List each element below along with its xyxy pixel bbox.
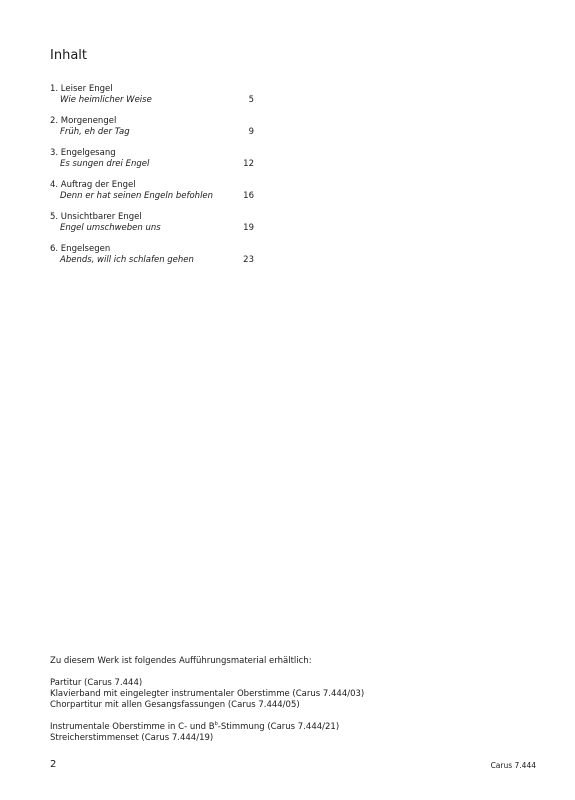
toc-entry-title: 5. Unsichtbarer Engel xyxy=(50,212,142,222)
catalog-reference: Carus 7.444 xyxy=(490,761,536,770)
spacer xyxy=(50,711,364,722)
toc-entry-subtitle: Es sungen drei Engel xyxy=(60,159,150,169)
material-item-text: -Stimmung (Carus 7.444/21) xyxy=(217,722,340,732)
material-item: Streicherstimmenset (Carus 7.444/19) xyxy=(50,733,214,743)
toc-entry-page: 12 xyxy=(243,159,254,169)
toc-entry xyxy=(50,148,256,180)
toc-entry-page: 5 xyxy=(248,95,254,105)
material-item: Partitur (Carus 7.444) xyxy=(50,678,143,688)
performance-material xyxy=(50,656,364,744)
table-of-contents xyxy=(50,84,256,276)
toc-entry-subtitle: Denn er hat seinen Engeln befohlen xyxy=(60,191,214,201)
page-number: 2 xyxy=(50,759,57,770)
material-intro: Zu diesem Werk ist folgendes Aufführungsmaterial erhältlich: xyxy=(50,656,312,666)
toc-entry-page: 23 xyxy=(243,255,254,265)
toc-entry-page: 19 xyxy=(243,223,254,233)
material-item-text: Instrumentale Oberstimme in C- und B xyxy=(50,722,215,732)
toc-entry-subtitle: Engel umschweben uns xyxy=(60,223,161,233)
toc-entry-page: 16 xyxy=(243,191,254,201)
toc-entry-title: 1. Leiser Engel xyxy=(50,84,113,94)
flat-superscript: b xyxy=(214,721,218,728)
material-item: Klavierband mit eingelegter instrumentaler Oberstimme (Carus 7.444/03) xyxy=(50,689,365,699)
spacer xyxy=(50,667,364,678)
toc-entry xyxy=(50,116,256,148)
toc-entry-page: 9 xyxy=(248,127,254,137)
page-title: Inhalt xyxy=(50,48,87,63)
toc-entry-title: 3. Engelgesang xyxy=(50,148,116,158)
material-item xyxy=(50,722,364,733)
toc-entry-title: 4. Auftrag der Engel xyxy=(50,180,136,190)
toc-entry-title: 6. Engelsegen xyxy=(50,244,111,254)
material-item: Chorpartitur mit allen Gesangsfassungen (Carus 7.444/05) xyxy=(50,700,300,710)
toc-entry-subtitle: Abends, will ich schlafen gehen xyxy=(60,255,194,265)
toc-entry xyxy=(50,212,256,244)
toc-entry-subtitle: Früh, eh der Tag xyxy=(60,127,130,137)
toc-entry xyxy=(50,180,256,212)
toc-entry-subtitle: Wie heimlicher Weise xyxy=(60,95,152,105)
toc-entry xyxy=(50,244,256,276)
toc-entry xyxy=(50,84,256,116)
toc-entry-title: 2. Morgenengel xyxy=(50,116,117,126)
